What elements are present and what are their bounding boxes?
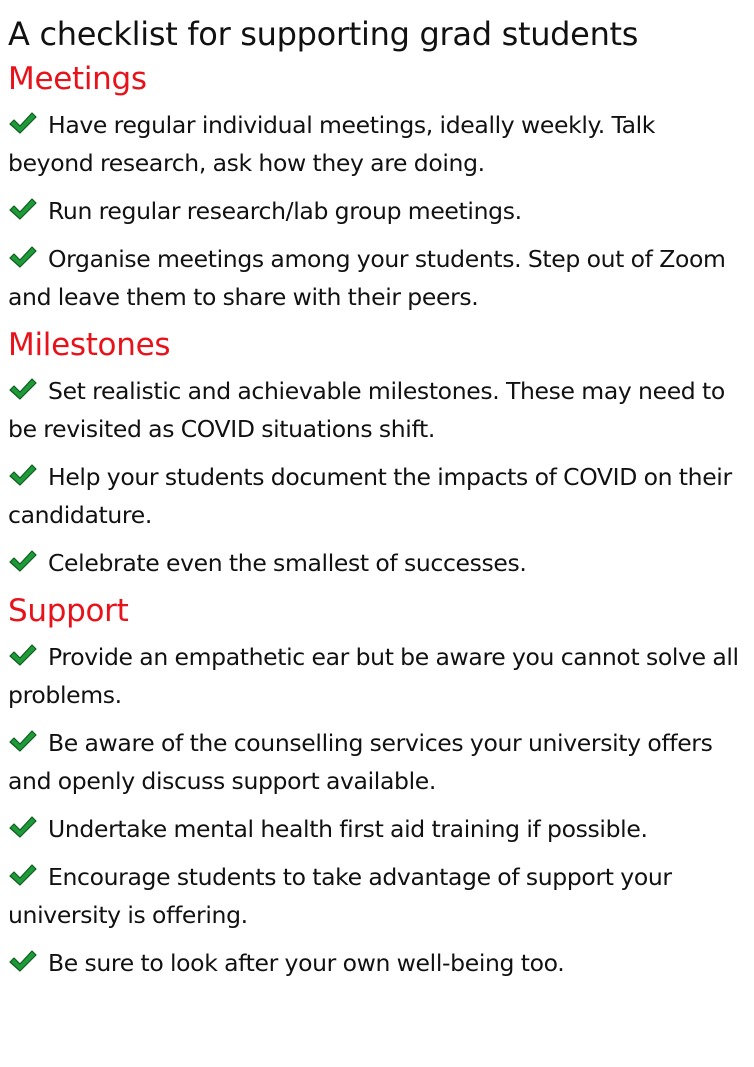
page-title: A checklist for supporting grad students: [8, 15, 639, 53]
checklist-item-text: Provide an empathetic ear but be aware you cannot solve all problems.: [8, 643, 739, 709]
checklist-item: [8, 810, 744, 848]
checklist-item-text: Be aware of the counselling services your university offers and openly discuss support available.: [8, 729, 713, 795]
checklist-item-text: Help your students document the impacts of COVID on their candidature.: [8, 463, 732, 529]
checklist-item: [8, 638, 744, 714]
checkmark-icon: [8, 949, 38, 973]
checkmark-icon: [8, 377, 38, 401]
checklist-item: [8, 724, 744, 800]
checklist-item-text: Celebrate even the smallest of successes.: [48, 549, 527, 577]
checklist-item-text: Undertake mental health first aid training if possible.: [48, 815, 648, 843]
checklist-item-text: Have regular individual meetings, ideally weekly. Talk beyond research, ask how they are doing.: [8, 111, 656, 177]
section-meetings: [8, 60, 744, 316]
checklist-item: [8, 192, 744, 230]
checklist-item: [8, 240, 744, 316]
checklist-item: [8, 106, 744, 182]
section-heading-milestones: Milestones: [8, 327, 171, 363]
checklist-item-text: Organise meetings among your students. Step out of Zoom and leave them to share with their peers.: [8, 245, 726, 311]
section-support: [8, 592, 744, 982]
checkmark-icon: [8, 245, 38, 269]
section-heading-meetings: Meetings: [8, 61, 147, 97]
checkmark-icon: [8, 549, 38, 573]
section-milestones: [8, 326, 744, 582]
checklist-item: [8, 372, 744, 448]
checklist-item-text: Encourage students to take advantage of support your university is offering.: [8, 863, 672, 929]
checklist-item: [8, 944, 744, 982]
checklist-item-text: Be sure to look after your own well-being too.: [48, 949, 565, 977]
checkmark-icon: [8, 197, 38, 221]
checklist-item: [8, 458, 744, 534]
checklist-item-text: Set realistic and achievable milestones. These may need to be revisited as COVID situations shift.: [8, 377, 725, 443]
checklist-item-text: Run regular research/lab group meetings.: [48, 197, 522, 225]
checkmark-icon: [8, 815, 38, 839]
checklist-item: [8, 858, 744, 934]
checkmark-icon: [8, 729, 38, 753]
section-heading-support: Support: [8, 593, 129, 629]
checkmark-icon: [8, 643, 38, 667]
checklist-item: [8, 544, 744, 582]
checkmark-icon: [8, 463, 38, 487]
checkmark-icon: [8, 111, 38, 135]
checkmark-icon: [8, 863, 38, 887]
